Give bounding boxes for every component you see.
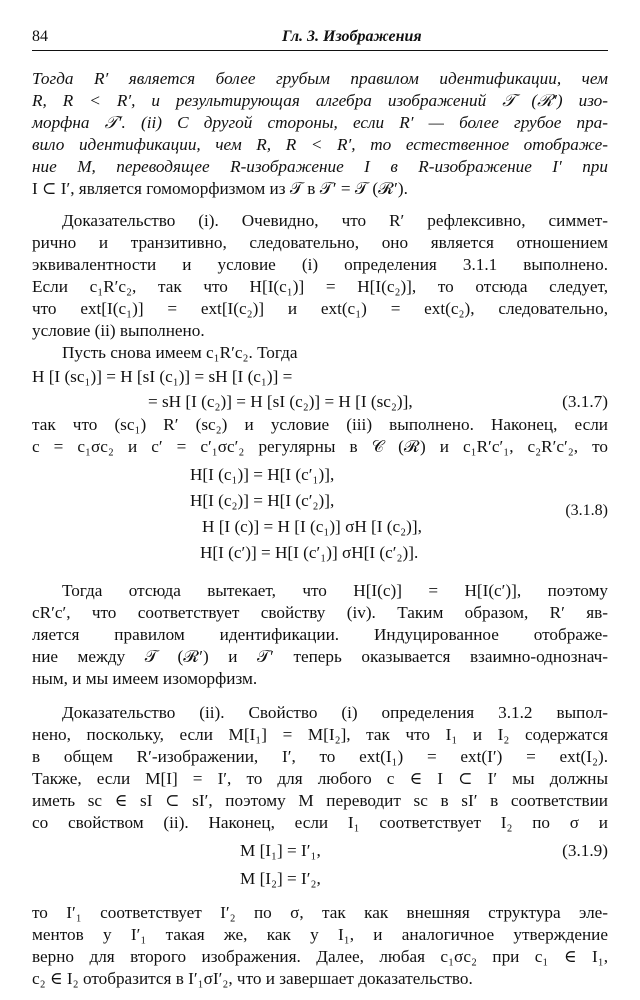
- text-line: верно для второго изображения. Далее, любая c₁σc₂ при c₁ ∈ I₁,: [32, 947, 608, 966]
- theorem-continuation: [32, 68, 608, 200]
- equation-3-1-9: [32, 838, 608, 894]
- text-line: в общем R′-изображении, I′, то ext(I₁) = ext(I′) = ext(I₂).: [32, 747, 608, 766]
- page-number: 84: [32, 28, 48, 45]
- text-line: ментов у I′₁ такая же, как у I₁, и аналогичное утверждение: [32, 925, 608, 944]
- text-line: R, R < R′, и результирующая алгебра изображений 𝒯 (ℛ′) изо-: [32, 91, 608, 110]
- equation-number: (3.1.9): [562, 841, 608, 860]
- text-line: Тогда R′ является более грубым правилом идентификации, чем: [32, 69, 608, 88]
- text-line: Пусть снова имеем c₁R′c₂. Тогда: [62, 343, 298, 362]
- text-line: c = c₁σc₂ и c′ = c′₁σc′₂ регулярны в 𝒞 (ℛ) и c₁R′c′₁, c₂R′c′₂, то: [32, 437, 608, 456]
- text-line: так что (sc₁) R′ (sc₂) и условие (iii) выполнено. Наконец, если: [32, 415, 608, 434]
- text-line: ляется правилом идентификации. Индуцированное отображе-: [32, 625, 608, 644]
- proof-part-1d: [32, 580, 608, 690]
- text-line: то I′₁ соответствует I′₂ по σ, так как внешняя структура эле-: [32, 903, 608, 922]
- equation-line: H [I (sc₁)] = H [sI (c₁)] = sH [I (c₁)] =: [32, 367, 293, 386]
- equation-line: M [I₂] = I′₂,: [240, 869, 321, 888]
- text-line: вило идентификации, чем R, R < R′, то естественное отображе-: [32, 135, 608, 154]
- proof-part-2: [32, 702, 608, 834]
- equation-3-1-8: [32, 462, 608, 568]
- page-header: [32, 26, 608, 51]
- text-line: ние M, переводящее R-изображение I в R-изображение I′ при: [32, 157, 608, 176]
- equation-line: = sH [I (c₂)] = H [sI (c₂)] = H [I (sc₂)],: [148, 392, 413, 411]
- running-head: Гл. 3. Изображения: [282, 28, 422, 45]
- text-line: Также, если M[I] = I′, то для любого c ∈ I ⊂ I′ мы должны: [32, 769, 608, 788]
- text-line: условие (ii) выполнено.: [32, 321, 205, 340]
- proof-part-1c: [32, 414, 608, 458]
- text-line: со свойством (ii). Наконец, если I₁ соответствует I₂ по σ и: [32, 813, 608, 832]
- equation-number: (3.1.7): [562, 392, 608, 411]
- equation-line: M [I₁] = I′₁,: [240, 841, 321, 860]
- text-line: cR′c′, что соответствует свойству (iv). Таким образом, R′ яв-: [32, 603, 608, 622]
- text-line: эквивалентности и условие (i) определения 3.1.1 выполнено.: [32, 255, 608, 274]
- equation-line: H [I (c)] = H [I (c₁)] σH [I (c₂)],: [202, 517, 422, 536]
- equation-number: (3.1.8): [565, 502, 608, 519]
- page-body: [32, 68, 608, 990]
- text-line: что ext[I(c₁)] = ext[I(c₂)] и ext(c₁) = ext(c₂), следовательно,: [32, 299, 608, 318]
- text-line: Если c₁R′c₂, так что H[I(c₁)] = H[I(c₂)], то отсюда следует,: [32, 277, 608, 296]
- text-line: морфна 𝒯′. (ii) С другой стороны, если R′ — более грубое пра-: [32, 113, 608, 132]
- proof-part-1: [32, 210, 608, 364]
- text-line: c₂ ∈ I₂ отобразится в I′₁σI′₂, что и завершает доказательство.: [32, 969, 473, 988]
- proof-part-2b: [32, 902, 608, 990]
- text-line: Доказательство (ii). Свойство (i) определения 3.1.2 выпол-: [62, 703, 608, 722]
- text-line: ние между 𝒯 (ℛ′) и 𝒯′ теперь оказывается взаимно-однознач-: [32, 647, 608, 666]
- text-line: рично и транзитивно, следовательно, оно является отношением: [32, 233, 608, 252]
- text-line: иметь sc ∈ sI ⊂ sI′, поэтому M переводит sc в sI′ в соответствии: [32, 791, 608, 810]
- equation-3-1-7: [32, 364, 608, 414]
- equation-line: H[I (c′)] = H[I (c′₁)] σH[I (c′₂)].: [200, 543, 419, 562]
- equation-line: H[I (c₂)] = H[I (c′₂)],: [190, 491, 335, 510]
- text-line: нено, поскольку, если M[I₁] = M[I₂], так что I₁ и I₂ содержатся: [32, 725, 608, 744]
- text-line: Доказательство (i). Очевидно, что R′ рефлексивно, симмет-: [62, 211, 608, 230]
- text-line: Тогда отсюда вытекает, что H[I(c)] = H[I(c′)], поэтому: [62, 581, 608, 600]
- text-line: I ⊂ I′, является гомоморфизмом из 𝒯 в 𝒯′ = 𝒯 (ℛ′).: [32, 179, 408, 198]
- equation-line: H[I (c₁)] = H[I (c′₁)],: [190, 465, 335, 484]
- text-line: ным, и мы имеем изоморфизм.: [32, 669, 258, 688]
